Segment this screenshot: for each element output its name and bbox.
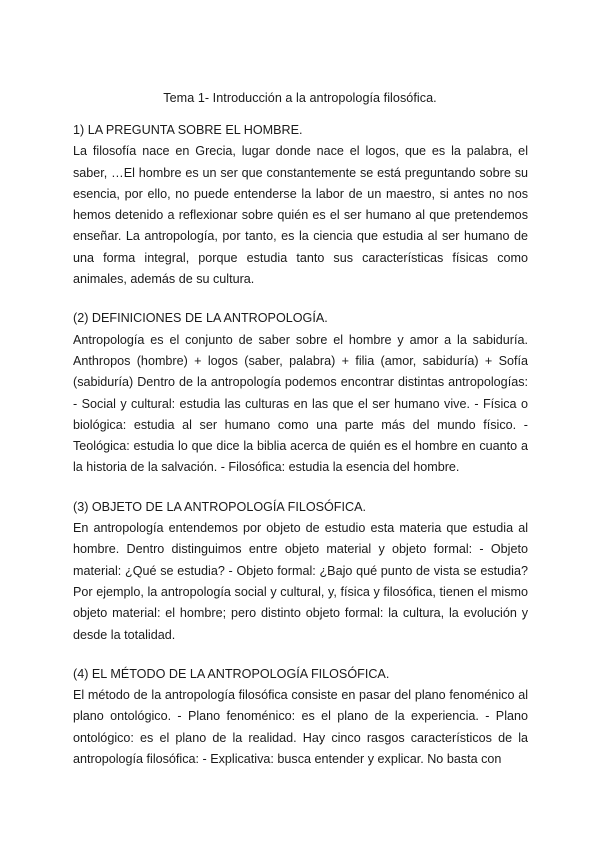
section-definiciones	[73, 308, 528, 478]
section-metodo	[73, 664, 528, 770]
section-paragraph: La filosofía nace en Grecia, lugar donde nace el logos, que es la palabra, el saber, …El hombre es un ser que constantemente se está preguntando sobre su esencia, por ello, no puede entenderse la labor de un maestro, si antes no nos hemos detenido a reflexionar sobre quién es el ser humano al que pretendemos enseñar. La antropología, por tanto, es la ciencia que estudia al ser humano de una forma integral, porque estudia tanto sus características físicas como animales, además de su cultura.	[73, 144, 528, 287]
section-paragraph: En antropología entendemos por objeto de estudio esta materia que estudia al hombre. Dentro distinguimos entre objeto material y objeto formal: - Objeto material: ¿Qué se estudia? - Objeto formal: ¿Bajo qué punto de vista se estudia? Por ejemplo, la antropología social y cultural, y, física y filosófica, tienen el mismo objeto material: el hombre; pero distinto objeto formal: la cultura, la evolución y desde la totalidad.	[73, 521, 528, 642]
section-paragraph: El método de la antropología filosófica consiste en pasar del plano fenoménico al plano ontológico. - Plano fenoménico: es el plano de la experiencia. - Plano ontológico: es el plano de la realidad. Hay cinco rasgos característicos de la antropología filosófica: - Explicativa: busca entender y explicar. No basta con	[73, 688, 528, 767]
section-heading: (2) DEFINICIONES DE LA ANTROPOLOGÍA.	[73, 311, 328, 326]
section-pregunta-hombre	[73, 120, 528, 290]
section-heading: 1) LA PREGUNTA SOBRE EL HOMBRE.	[73, 123, 303, 137]
section-objeto	[73, 497, 528, 646]
document-title: Tema 1- Introducción a la antropología filosófica.	[163, 91, 437, 105]
document-body	[73, 120, 528, 788]
section-paragraph: Antropología es el conjunto de saber sobre el hombre y amor a la sabiduría. Anthropos (hombre) + logos (saber, palabra) + filia (amor, sabiduría) + Sofía (sabiduría) Dentro de la antropología podemos encontrar distintas antropologías: - Social y cultural: estudia las culturas en las que el ser humano vive. - Física o biológica: estudia al ser humano como una parte más del mundo físico. - Teológica: estudia lo que dice la biblia acerca de quién es el hombre en cuanto a la historia de la salvación. - Filosófica: estudia la esencia del hombre.	[73, 332, 528, 475]
section-heading: (3) OBJETO DE LA ANTROPOLOGÍA FILOSÓFICA.	[73, 499, 366, 514]
section-heading: (4) EL MÉTODO DE LA ANTROPOLOGÍA FILOSÓFICA.	[73, 666, 390, 681]
